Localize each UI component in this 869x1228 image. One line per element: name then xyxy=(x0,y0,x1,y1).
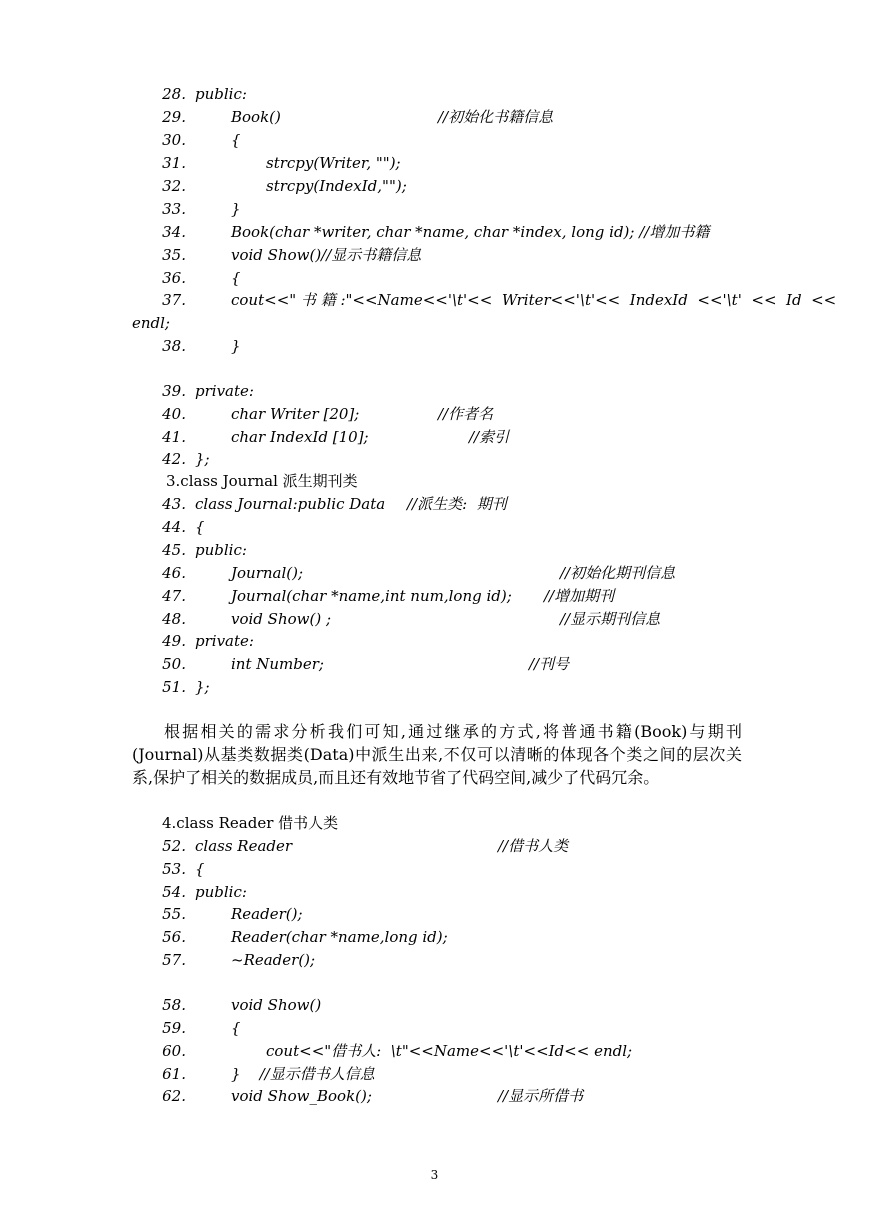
code-comment: //借书人类 xyxy=(498,837,569,855)
code-comment: //初始化书籍信息 xyxy=(438,108,554,126)
code-text: public: xyxy=(195,541,247,559)
line-number: 43. xyxy=(162,495,186,513)
code-wrap-continuation: endl; xyxy=(132,314,170,332)
section-heading-reader: 4.class Reader 借书人类 xyxy=(162,814,339,832)
code-text: private: xyxy=(195,632,254,650)
code-text: void Show_Book(); xyxy=(231,1087,372,1105)
code-text: char IndexId [10]; xyxy=(231,428,369,446)
code-text: public: xyxy=(195,883,247,901)
code-comment: //刊号 xyxy=(529,655,570,673)
line-number: 44. xyxy=(162,518,186,536)
line-number: 39. xyxy=(162,382,186,400)
code-text: { xyxy=(195,518,205,536)
code-text: Book() xyxy=(231,108,281,126)
code-text: { xyxy=(231,1019,241,1037)
line-number: 47. xyxy=(162,587,186,605)
line-number: 31. xyxy=(162,154,186,172)
code-text: strcpy(Writer, ""); xyxy=(266,154,401,172)
line-number: 33. xyxy=(162,200,186,218)
line-number: 28. xyxy=(162,85,186,103)
line-number: 37. xyxy=(162,291,186,309)
code-comment: //显示所借书 xyxy=(498,1087,584,1105)
code-text: }; xyxy=(195,678,210,696)
code-text: cout<<"借书人: \t"<<Name<<'\t'<<Id<< endl; xyxy=(266,1042,633,1060)
line-number: 42. xyxy=(162,450,186,468)
code-text: class Reader xyxy=(195,837,293,855)
code-text: private: xyxy=(195,382,254,400)
code-text: strcpy(IndexId,""); xyxy=(266,177,407,195)
code-text: Reader(); xyxy=(231,905,303,923)
code-comment: //增加期刊 xyxy=(544,587,615,605)
line-number: 40. xyxy=(162,405,186,423)
code-text: } xyxy=(231,200,241,218)
code-text: Journal(); xyxy=(231,564,304,582)
line-number: 34. xyxy=(162,223,186,241)
code-text: { xyxy=(195,860,205,878)
line-number: 52. xyxy=(162,837,186,855)
code-text: char Writer [20]; xyxy=(231,405,360,423)
code-comment: //显示期刊信息 xyxy=(560,610,661,628)
line-number: 62. xyxy=(162,1087,186,1105)
code-text: { xyxy=(231,269,241,287)
section-heading-journal: 3.class Journal 派生期刊类 xyxy=(166,472,358,490)
code-text: Book(char *writer, char *name, char *index, long id); //增加书籍 xyxy=(231,223,710,241)
line-number: 48. xyxy=(162,610,186,628)
code-text: } //显示借书人信息 xyxy=(231,1065,375,1083)
line-number: 51. xyxy=(162,678,186,696)
line-number: 61. xyxy=(162,1065,186,1083)
code-text: ~Reader(); xyxy=(231,951,316,969)
line-number: 30. xyxy=(162,131,186,149)
body-paragraph: 根据相关的需求分析我们可知,通过继承的方式,将普通书籍(Book)与期刊(Journal)从基类数据类(Data)中派生出来,不仅可以清晰的体现各个类之间的层次关系,保护了相关的数据成员,而且还有效地节省了代码空间,减少了代码冗余。 xyxy=(132,722,742,787)
line-number: 29. xyxy=(162,108,186,126)
code-comment: //初始化期刊信息 xyxy=(560,564,676,582)
line-number: 36. xyxy=(162,269,186,287)
line-number: 41. xyxy=(162,428,186,446)
code-text: Journal(char *name,int num,long id); xyxy=(231,587,512,605)
line-number: 50. xyxy=(162,655,186,673)
line-number: 53. xyxy=(162,860,186,878)
line-number: 35. xyxy=(162,246,186,264)
code-text: { xyxy=(231,131,241,149)
line-number: 60. xyxy=(162,1042,186,1060)
page-number: 3 xyxy=(430,1168,439,1182)
code-text: } xyxy=(231,337,241,355)
line-number: 56. xyxy=(162,928,186,946)
line-number: 32. xyxy=(162,177,186,195)
code-text: cout<<" 书 籍 :"<<Name<<'\t'<< Writer<<'\t'<< IndexId <<'\t' << Id << xyxy=(231,291,837,309)
line-number: 55. xyxy=(162,905,186,923)
code-comment: //派生类: 期刊 xyxy=(407,495,507,513)
code-text: public: xyxy=(195,85,247,103)
code-text: int Number; xyxy=(231,655,324,673)
code-text: }; xyxy=(195,450,210,468)
line-number: 54. xyxy=(162,883,186,901)
code-comment: //索引 xyxy=(469,428,510,446)
code-text: class Journal:public Data xyxy=(195,495,386,513)
code-text: void Show() ; xyxy=(231,610,332,628)
line-number: 59. xyxy=(162,1019,186,1037)
line-number: 46. xyxy=(162,564,186,582)
code-comment: //作者名 xyxy=(438,405,494,423)
code-text: void Show()//显示书籍信息 xyxy=(231,246,422,264)
line-number: 49. xyxy=(162,632,186,650)
code-text: void Show() xyxy=(231,996,322,1014)
line-number: 57. xyxy=(162,951,186,969)
line-number: 45. xyxy=(162,541,186,559)
line-number: 38. xyxy=(162,337,186,355)
code-text: Reader(char *name,long id); xyxy=(231,928,448,946)
line-number: 58. xyxy=(162,996,186,1014)
